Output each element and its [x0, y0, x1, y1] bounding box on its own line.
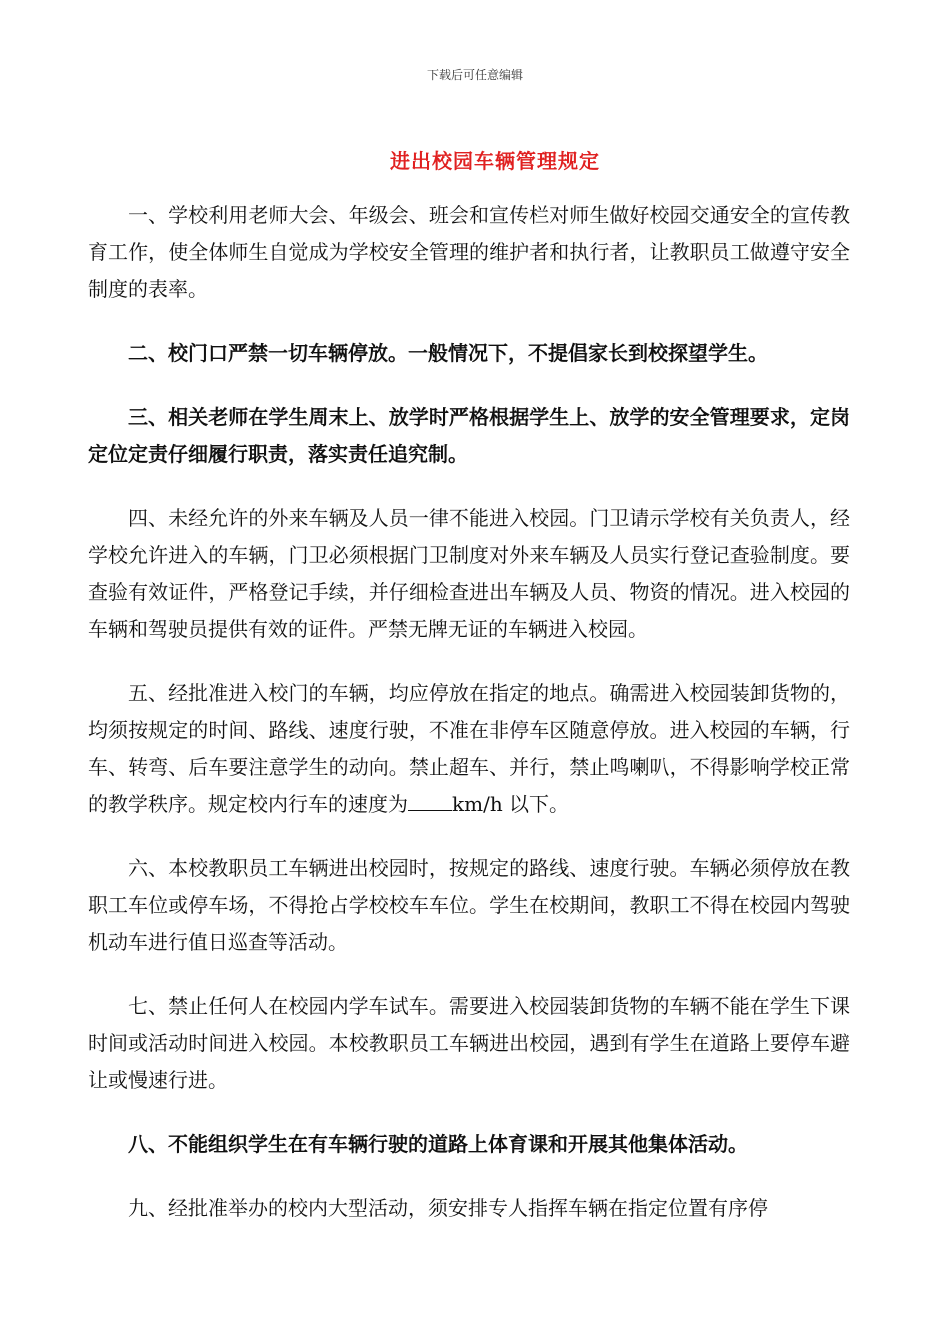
paragraph-9: 九、经批准举办的校内大型活动，须安排专人指挥车辆在指定位置有序停: [128, 1196, 768, 1220]
paragraph-8: 八、不能组织学生在有车辆行驶的道路上体育课和开展其他集体活动。: [128, 1132, 748, 1156]
paragraph-7: 七、禁止任何人在校园内学车试车。需要进入校园装卸货物的车辆不能在学生下课时间或活动时间进入校园。本校教职员工车辆进出校园，遇到有学生在道路上要停车避让或慢速行进。: [88, 994, 850, 1092]
speed-blank: [408, 792, 452, 811]
paragraph-2: 二、校门口严禁一切车辆停放。一般情况下，不提倡家长到校探望学生。: [128, 341, 768, 365]
paragraph-1: 一、学校利用老师大会、年级会、班会和宣传栏对师生做好校园交通安全的宣传教育工作，使全体师生自觉成为学校安全管理的维护者和执行者，让教职员工做遵守安全制度的表率。: [88, 203, 850, 301]
paragraph-4: 四、未经允许的外来车辆及人员一律不能进入校园。门卫请示学校有关负责人，经学校允许进入的车辆，门卫必须根据门卫制度对外来车辆及人员实行登记查验制度。要查验有效证件，严格登记手续，并仔细检查进出车辆及人员、物资的情况。进入校园的车辆和驾驶员提供有效的证件。严禁无牌无证的车辆进入校园。: [88, 506, 850, 641]
paragraph-6: 六、本校教职员工车辆进出校园时，按规定的路线、速度行驶。车辆必须停放在教职工车位或停车场，不得抢占学校校车车位。学生在校期间，教职工不得在校园内驾驶机动车进行值日巡查等活动。: [88, 856, 850, 954]
paragraph-3: 三、相关老师在学生周末上、放学时严格根据学生上、放学的安全管理要求，定岗定位定责仔细履行职责，落实责任追究制。: [88, 405, 850, 466]
document-body: [88, 197, 850, 1254]
paragraph-5-unit: km/h 以下。: [452, 792, 570, 816]
paragraph-5-text: 五、经批准进入校门的车辆，均应停放在指定的地点。确需进入校园装卸货物的，均须按规定的时间、路线、速度行驶，不准在非停车区随意停放。进入校园的车辆，行车、转弯、后车要注意学生的动向。禁止超车、并行，禁止鸣喇叭，不得影响学校正常的教学秩序。规定校内行车的速度为: [88, 681, 850, 816]
document-title: 进出校园车辆管理规定: [390, 149, 600, 173]
header-note: 下载后可任意编辑: [426, 68, 523, 82]
paragraph-5: [88, 675, 850, 823]
